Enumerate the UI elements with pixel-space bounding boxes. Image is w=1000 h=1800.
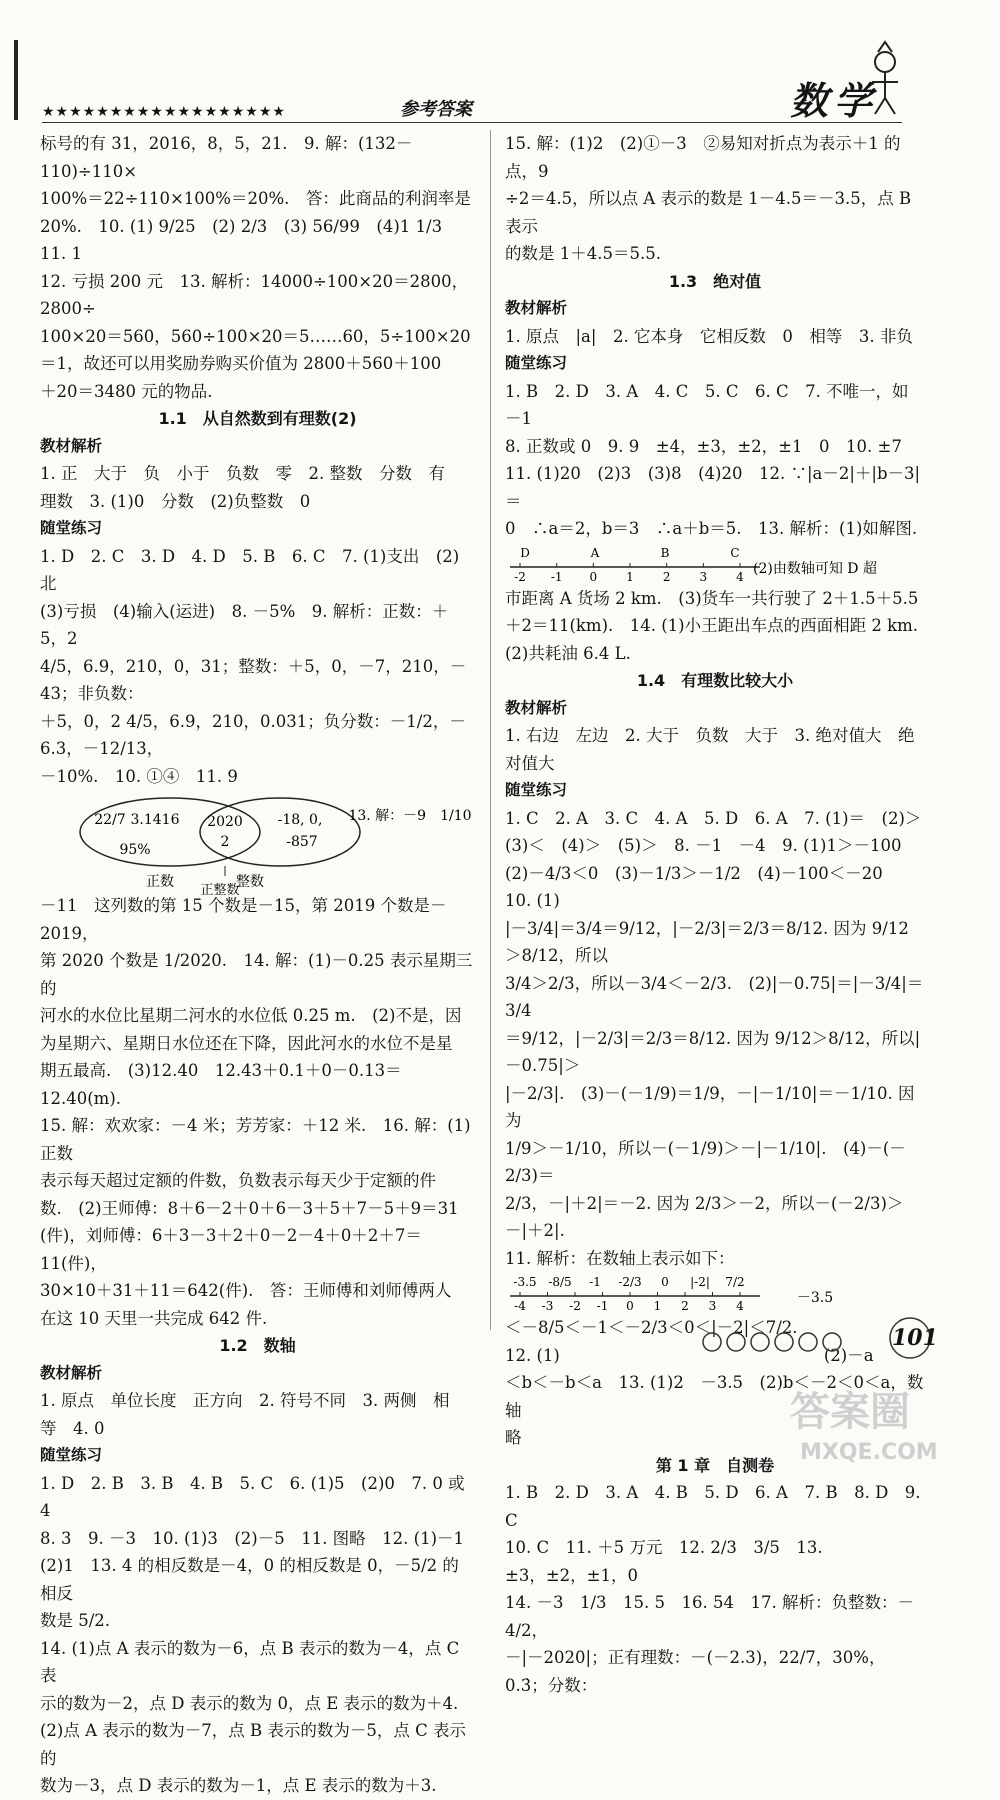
- answer-line: －11 这列数的第 15 个数是－15，第 2019 个数是－2019，: [40, 896, 447, 943]
- answer-line: ＋2＝11(km). 14. (1)小王距出车点的西面相距 2 km.: [505, 616, 918, 635]
- numline-q11-svg: [505, 1272, 925, 1314]
- answer-line: ＋20＝3480 元的物品.: [40, 381, 213, 401]
- venn-label-positive: 正数: [146, 874, 174, 890]
- answer-line: 30×10＋31＋11＝642(件). 答：王师傅和刘师傅两人: [40, 1281, 452, 1300]
- subsection-heading: 教材解析: [505, 698, 568, 717]
- tick-label: -2: [569, 1299, 581, 1313]
- point-label: 0: [661, 1275, 669, 1289]
- answer-line: 14. (1)点 A 表示的数为－6，点 B 表示的数为－4，点 C 表: [40, 1638, 460, 1685]
- answer-line: 4/5，6.9，210，0，31；整数：＋5，0，－7，210，－43；非负数：: [40, 656, 467, 703]
- answer-line: 表示每天超过定额的件数，负数表示每天少于定额的件: [40, 1171, 436, 1190]
- subsection-heading: 随堂练习: [40, 519, 103, 537]
- header-stars: ★★★★★★★★★★★★★★★★★★: [42, 104, 286, 120]
- tick-label: 3: [708, 1299, 717, 1313]
- answer-line: 1. 右边 左边 2. 大于 负数 大于 3. 绝对值大 绝: [505, 726, 915, 745]
- answer-line: 8. 正数或 0 9. 9 ±4，±3，±2，±1 0 10. ±7: [505, 436, 902, 456]
- answer-line: ÷2＝4.5，所以点 A 表示的数是 1－4.5＝－3.5，点 B 表示: [505, 189, 912, 236]
- point-label: A: [590, 545, 600, 560]
- section-heading: 1.3 绝对值: [668, 271, 762, 291]
- venn-item: -857: [286, 834, 318, 850]
- tick-label: -1: [596, 1299, 609, 1313]
- answer-line: 14. －3 1/3 15. 5 16. 54 17. 解析：负整数：－4/2，: [505, 1593, 914, 1640]
- section-heading: 1.1 从自然数到有理数(2): [158, 409, 357, 428]
- numline-aside: (2)由数轴可知 D 超: [753, 560, 877, 577]
- tick-label: -1: [550, 569, 563, 584]
- mascot-icon: [860, 40, 910, 120]
- subsection-heading: 教材解析: [40, 436, 103, 455]
- answer-line: 0 ∴a＝2，b＝3 ∴a＋b＝5. 13. 解析：(1)如解图.: [505, 519, 918, 538]
- point-label: -1: [589, 1275, 601, 1289]
- venn-item: 2: [220, 834, 230, 850]
- point-label: B: [660, 545, 670, 560]
- subsection-heading: 随堂练习: [40, 1446, 103, 1464]
- point-label: -8/5: [548, 1275, 572, 1289]
- point-label: -2/3: [618, 1275, 642, 1289]
- section-heading: 1.4 有理数比较大小: [636, 671, 794, 690]
- venn-diagram: [40, 794, 475, 898]
- answer-line: 示的数为－2，点 D 表示的数为 0，点 E 表示的数为＋4.: [40, 1693, 459, 1713]
- answer-line: 100×20＝560，560÷100×20＝5……60，5÷100×20＝1，故还可以用奖励券购买价值为 2800＋560＋100: [40, 326, 471, 373]
- answer-line: 为星期六、星期日水位还在下降，因此河水的水位不是星: [40, 1033, 453, 1053]
- answer-line: 2/3，－|＋2|＝－2. 因为 2/3＞－2，所以－(－2/3)＞－|＋2|.: [505, 1193, 904, 1240]
- answer-line: 略: [505, 1428, 522, 1447]
- numline-q11: [505, 1272, 925, 1314]
- answer-line: 1. B 2. D 3. A 4. C 5. C 6. C 7. 不唯一，如－1: [505, 381, 909, 428]
- tick-label: 4: [736, 569, 744, 584]
- answer-line: |－3/4|＝3/4＝9/12，|－2/3|＝2/3＝8/12. 因为 9/12＞8/12，所以: [505, 918, 909, 965]
- venn-item: 3.1416: [130, 812, 180, 828]
- answer-line: 数是 5/2.: [40, 1611, 111, 1630]
- subsection-heading: 教材解析: [40, 1363, 103, 1382]
- answer-line: ＋5，0，2 4/5，6.9，210，0.031；负分数：－1/2，－6.3，－12/13，: [40, 711, 466, 758]
- answer-line: 数为－3，点 D 表示的数为－1，点 E 表示的数为＋3.: [40, 1776, 437, 1795]
- watermark-logo: 答案圈: [790, 1389, 910, 1435]
- answer-line: 1. D 2. C 3. D 4. D 5. B 6. C 7. (1)支出 (2)北: [40, 546, 460, 593]
- answer-line: －10%. 10. ①④ 11. 9: [40, 766, 238, 786]
- answer-line: 第 2020 个数是 1/2020. 14. 解：(1)－0.25 表示星期三的: [40, 951, 473, 998]
- tick-label: 0: [626, 1299, 634, 1313]
- answer-line: 在这 10 天里一共完成 642 件.: [40, 1308, 268, 1328]
- subsection-heading: 教材解析: [505, 299, 568, 317]
- point-label: D: [520, 545, 530, 560]
- answer-line: (3)亏损 (4)输入(运进) 8. －5% 9. 解析：正数：＋5，2: [40, 601, 449, 648]
- venn-item: 22/7: [94, 812, 126, 828]
- numline-q13: [505, 543, 925, 585]
- answer-line: (2)共耗油 6.4 L.: [505, 643, 631, 663]
- answer-line: 市距离 A 货场 2 km. (3)货车一共行驶了 2＋1.5＋5.5: [505, 588, 919, 608]
- q13-answer: 13. 解：－9 1/10: [348, 808, 472, 824]
- venn-item: 2020: [207, 814, 243, 830]
- tick-label: 0: [589, 569, 598, 584]
- watermark-url: MXQE.COM: [800, 1440, 938, 1465]
- answer-line: 理数 3. (1)0 分数 (2)负整数 0: [40, 491, 311, 511]
- answer-line: 10. C 11. ＋5 万元 12. 2/3 3/5 13. ±3，±2，±1，0: [505, 1538, 823, 1585]
- numline-aside: －3.5: [796, 1290, 834, 1306]
- subject-title: 数学: [790, 78, 879, 123]
- answer-line: －|－2020|；正有理数：－(－2.3)，22/7，30%，0.3̇；分数：: [505, 1648, 886, 1695]
- answer-line: 1. D 2. B 3. B 4. B 5. C 6. (1)5 (2)0 7. 0 或 4: [40, 1473, 465, 1520]
- page-header: [0, 0, 1000, 130]
- answer-line: (3)＜ (4)＞ (5)＞ 8. －1 －4 9. (1)1＞－100: [505, 836, 902, 855]
- footer-circles-icon: [700, 1320, 900, 1360]
- answer-line: 数. (2)王师傅：8＋6－2＋0＋6－3＋5＋7－5＋9＝31: [40, 1198, 459, 1218]
- answer-line: 15. 解：(1)2 (2)①－3 ②易知对折点为表示＋1 的点，9: [505, 134, 901, 181]
- answer-line: |－2/3|. (3)－(－1/9)＝1/9，－|－1/10|＝－1/10. 因为: [505, 1083, 915, 1130]
- answer-line: (2)－4/3＜0 (3)－1/3＞－1/2 (4)－100＜－20 10. (1): [505, 863, 900, 910]
- answer-line: 标号的有 31，2016，8，5，21. 9. 解：(132－110)÷110×: [40, 134, 413, 181]
- answer-line: 8. 3 9. －3 10. (1)3 (2)－5 11. 图略 12. (1)－1: [40, 1528, 465, 1548]
- venn-label-positive-integer: 正整数: [200, 883, 240, 898]
- binding-bar: [14, 40, 18, 120]
- answer-line: ＝9/12，|－2/3|＝2/3＝8/12. 因为 9/12＞8/12，所以|－0.75|＞: [505, 1028, 921, 1075]
- section-heading: 第 1 章 自测卷: [655, 1455, 775, 1475]
- column-divider: [490, 130, 491, 1330]
- answer-line: 15. 解：欢欢家：－4 米；芳芳家：＋12 米. 16. 解：(1)正数: [40, 1116, 471, 1163]
- tick-label: 2: [681, 1299, 689, 1313]
- answer-line: ＜－8/5＜－1＜－2/3＜0＜|－2|＜7/2.: [505, 1318, 798, 1337]
- tick-label: 1: [626, 569, 634, 584]
- venn-svg: [40, 794, 472, 898]
- answer-line: 1. 原点 单位长度 正方向 2. 符号不同 3. 两侧 相: [40, 1391, 450, 1410]
- answer-line: 12. 亏损 200 元 13. 解析：14000÷100×20＝2800，2800÷: [40, 271, 469, 318]
- answer-line: 1. 正 大于 负 小于 负数 零 2. 整数 分数 有: [40, 464, 445, 483]
- answer-line: 11. 解析：在数轴上表示如下：: [505, 1248, 735, 1268]
- venn-label-integer: 整数: [236, 874, 264, 890]
- header-rule: [42, 122, 902, 123]
- venn-positive-set: [80, 798, 260, 866]
- venn-integer-set: [200, 798, 360, 866]
- numline-q13-svg: [505, 543, 925, 585]
- answer-line: 1. C 2. A 3. C 4. A 5. D 6. A 7. (1)＝ (2)＞: [505, 808, 922, 828]
- point-label: 7/2: [725, 1275, 745, 1289]
- answer-line: 的数是 1＋4.5＝5.5.: [505, 244, 661, 263]
- answer-line: 11. (1)20 (2)3 (3)8 (4)20 12. ∵|a－2|＋|b－3|＝: [505, 464, 921, 511]
- answer-line: 1. B 2. D 3. A 4. B 5. D 6. A 7. B 8. D 9. C: [505, 1483, 921, 1530]
- page-number: 101: [892, 1325, 938, 1351]
- answer-line: 1/9＞－1/10，所以－(－1/9)＞－|－1/10|. (4)－(－2/3)＝: [505, 1138, 906, 1185]
- answer-line: (2)1 13. 4 的相反数是－4，0 的相反数是 0，－5/2 的相反: [40, 1556, 459, 1603]
- answer-line: 3/4＞2/3，所以－3/4＜－2/3. (2)|－0.75|＝|－3/4|＝3/4: [505, 973, 924, 1020]
- answer-line: 20%. 10. (1) 9/25 (2) 2/3 (3) 56/99 (4)1 1/3 11. 1: [40, 216, 459, 263]
- point-label: -3.5: [513, 1275, 537, 1289]
- answer-line: 1. 原点 |a| 2. 它本身 它相反数 0 相等 3. 非负: [505, 326, 913, 346]
- venn-item: -18, 0,: [277, 812, 323, 828]
- answer-line: 期五最高. (3)12.40 12.43＋0.1＋0－0.13＝12.40(m).: [40, 1061, 402, 1108]
- answer-line: 对值大: [505, 753, 555, 773]
- header-title: 参考答案: [400, 99, 472, 120]
- tick-label: -3: [541, 1299, 554, 1313]
- answer-line: 100%＝22÷110×100%＝20%. 答：此商品的利润率是: [40, 189, 471, 208]
- tick-label: -4: [514, 1299, 526, 1313]
- venn-item: 95%: [119, 842, 151, 858]
- point-label: |-2|: [690, 1275, 710, 1289]
- tick-label: -2: [514, 569, 526, 584]
- tick-label: 3: [699, 569, 708, 584]
- subsection-heading: 随堂练习: [505, 781, 568, 799]
- answer-line: 河水的水位比星期二河水的水位低 0.25 m. (2)不是，因: [40, 1006, 462, 1025]
- subsection-heading: 随堂练习: [505, 354, 568, 372]
- tick-label: 2: [662, 569, 671, 584]
- answer-line: 等 4. 0: [40, 1418, 105, 1438]
- answer-line: 12. (1) (2)－a: [505, 1345, 874, 1365]
- answer-line: (件)，刘师傅：6＋3－3＋2＋0－2－4＋0＋2＋7＝11(件)，: [40, 1226, 422, 1273]
- answer-line: (2)点 A 表示的数为－7，点 B 表示的数为－5，点 C 表示的: [40, 1721, 467, 1768]
- left-column: [40, 130, 475, 1800]
- tick-label: 1: [653, 1299, 662, 1313]
- point-label: C: [730, 545, 740, 560]
- answer-line: ＜b＜－b＜a 13. (1)2 －3.5 (2)b＜－2＜0＜a，数轴: [505, 1373, 924, 1420]
- section-heading: 1.2 数轴: [219, 1336, 296, 1355]
- tick-label: 4: [736, 1299, 744, 1313]
